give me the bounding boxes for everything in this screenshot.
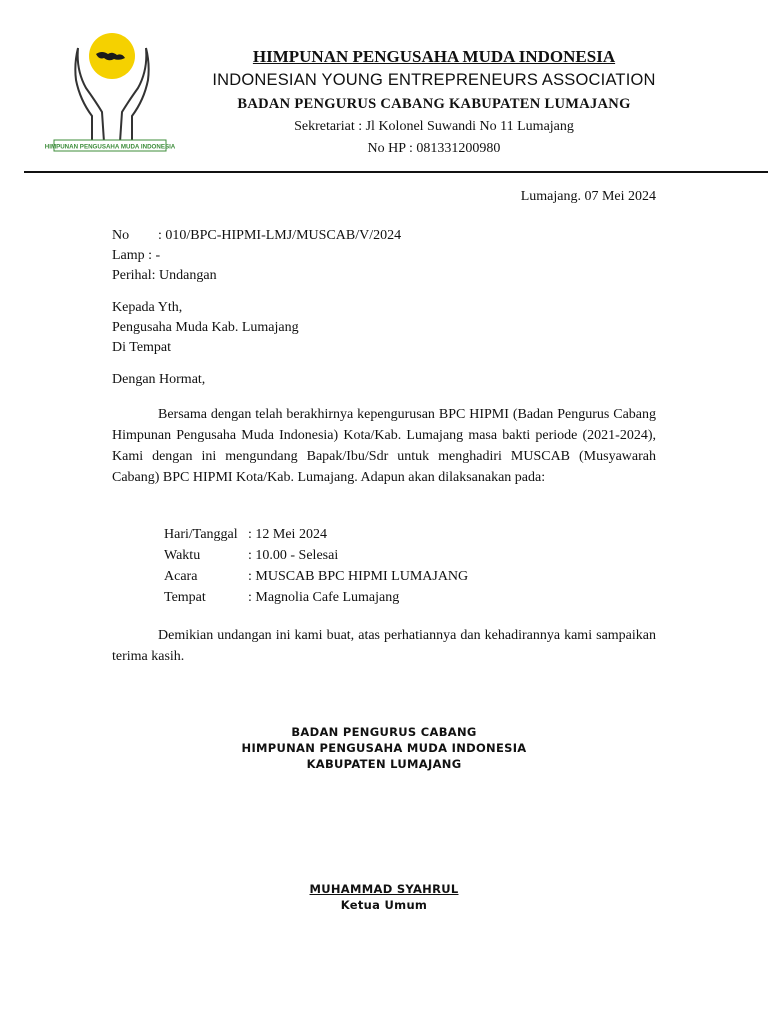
detail-value: : 10.00 - Selesai: [248, 548, 339, 563]
reference-lamp-value: : -: [148, 248, 161, 263]
letterhead-divider: [24, 171, 768, 173]
recipient-line: Di Tempat: [112, 340, 172, 355]
reference-lamp-label: Lamp: [112, 248, 145, 263]
detail-value: : MUSCAB BPC HIPMI LUMAJANG: [248, 569, 469, 584]
letterhead-title: HIMPUNAN PENGUSAHA MUDA INDONESIA: [252, 47, 616, 66]
signer-name: MUHAMMAD SYAHRUL: [309, 882, 459, 896]
reference-perihal-label: Perihal: [112, 268, 152, 283]
detail-label: Tempat: [164, 590, 206, 605]
reference-lamp: [112, 246, 656, 266]
reference-no-label: No: [112, 228, 130, 243]
signature-org-line: HIMPUNAN PENGUSAHA MUDA INDONESIA: [241, 741, 527, 755]
detail-value: : Magnolia Cafe Lumajang: [248, 590, 400, 605]
event-details: [164, 524, 468, 608]
detail-row-venue: [164, 587, 468, 608]
signature-org-line: KABUPATEN LUMAJANG: [306, 757, 462, 771]
recipient-line: Kepada Yth,: [112, 300, 183, 315]
logo-banner-text: HIMPUNAN PENGUSAHA MUDA INDONESIA: [44, 143, 176, 151]
detail-row-event: [164, 566, 468, 587]
reference-perihal: [112, 266, 656, 286]
body-paragraph: Bersama dengan telah berakhirnya kepengurusan BPC HIPMI (Badan Pengurus Cabang Himpunan Pengusaha Muda Indonesia) Kota/Kab. Lumajang masa bakti periode (2021-2024), Kami dengan ini mengundang Bapak/Ibu/Sdr untuk menghadiri MUSCAB (Musyawarah Cabang) BPC HIPMI Kota/Kab. Lumajang. Adapun akan dilaksanakan pada:: [112, 407, 656, 485]
detail-row-date: [164, 524, 468, 545]
reference-no-value: : 010/BPC-HIPMI-LMJ/MUSCAB/V/2024: [158, 228, 402, 243]
recipient-line: Pengusaha Muda Kab. Lumajang: [112, 320, 299, 335]
recipient-block: [112, 298, 656, 358]
detail-label: Acara: [164, 569, 198, 584]
closing-paragraph: Demikian undangan ini kami buat, atas perhatiannya dan kehadirannya kami sampaikan terima kasih.: [112, 628, 656, 664]
reference-perihal-value: : Undangan: [151, 268, 217, 283]
letterhead-subtitle: INDONESIAN YOUNG ENTREPRENEURS ASSOCIATION: [212, 71, 656, 89]
letterhead-address: Sekretariat : Jl Kolonel Suwandi No 11 Lumajang: [294, 119, 574, 134]
greeting: Dengan Hormat,: [112, 372, 206, 387]
detail-label: Waktu: [164, 548, 201, 563]
signature-signer: [0, 881, 768, 913]
letterhead-phone: No HP : 081331200980: [367, 141, 501, 156]
detail-value: : 12 Mei 2024: [248, 527, 327, 542]
signature-organization: [0, 724, 768, 772]
signature-org-line: BADAN PENGURUS CABANG: [291, 725, 477, 739]
letterhead: [150, 46, 718, 160]
letter-date: Lumajang. 07 Mei 2024: [520, 189, 656, 204]
reference-block: [112, 226, 656, 286]
reference-no: [112, 226, 656, 246]
signer-position: Ketua Umum: [340, 898, 428, 912]
letterhead-branch: BADAN PENGURUS CABANG KABUPATEN LUMAJANG: [237, 96, 631, 112]
detail-label: Hari/Tanggal: [164, 527, 238, 542]
detail-row-time: [164, 545, 468, 566]
